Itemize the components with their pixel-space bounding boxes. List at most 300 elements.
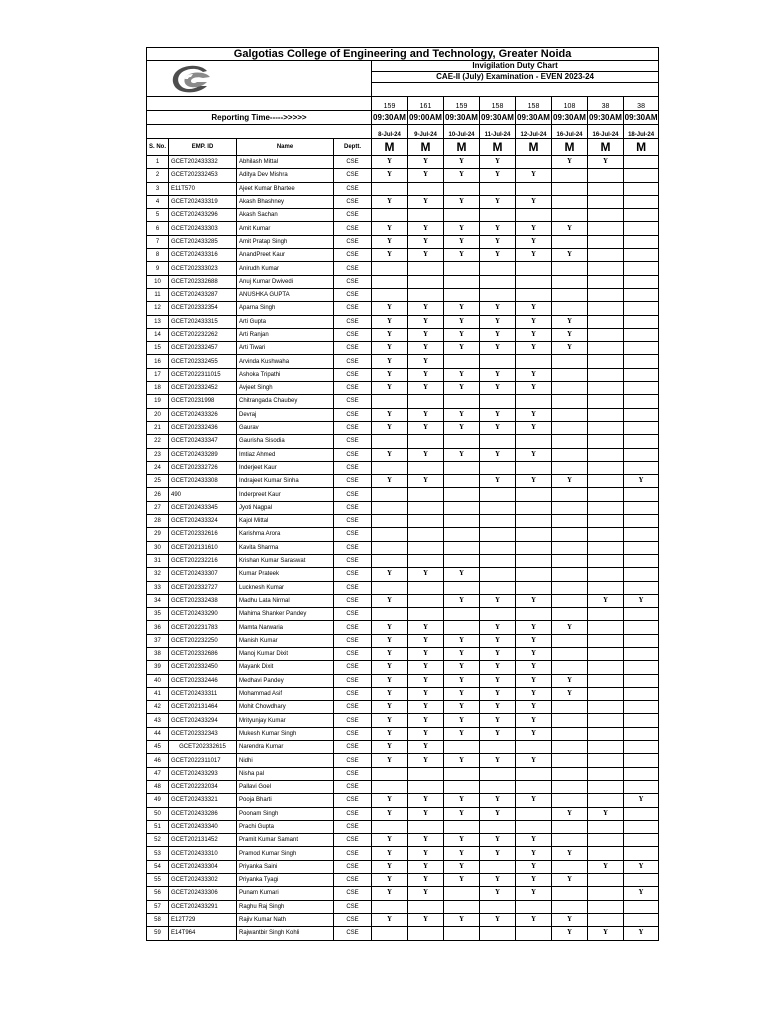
- cell-duty: [552, 395, 588, 408]
- cell-duty: Y: [408, 754, 444, 767]
- cell-name: Kumar Prateek: [237, 568, 334, 581]
- cell-duty: Y: [480, 408, 516, 421]
- cell-sno: 12: [147, 302, 169, 315]
- cell-name: Poonam Singh: [237, 807, 334, 820]
- cell-duty: Y: [444, 661, 480, 674]
- cell-duty: Y: [480, 222, 516, 235]
- cell-duty: Y: [624, 927, 659, 940]
- cell-sno: 34: [147, 594, 169, 607]
- cell-dept: CSE: [334, 461, 372, 474]
- table-row: [147, 807, 659, 820]
- cell-name: Imtiaz Ahmed: [237, 448, 334, 461]
- cell-duty: Y: [408, 568, 444, 581]
- cell-duty: Y: [516, 315, 552, 328]
- cell-duty: [444, 182, 480, 195]
- session-room: 161: [408, 97, 444, 111]
- cell-duty: Y: [480, 647, 516, 660]
- cell-emp-id: GCET202131610: [169, 541, 237, 554]
- cell-duty: [408, 554, 444, 567]
- table-row: [147, 315, 659, 328]
- cell-duty: [552, 488, 588, 501]
- cell-emp-id: GCET202433315: [169, 315, 237, 328]
- cell-emp-id: GCET202433345: [169, 501, 237, 514]
- cell-duty: [588, 820, 624, 833]
- cell-duty: [624, 408, 659, 421]
- cell-duty: [480, 581, 516, 594]
- cell-emp-id: GCET202433289: [169, 448, 237, 461]
- cell-sno: 19: [147, 395, 169, 408]
- cell-dept: CSE: [334, 794, 372, 807]
- cell-duty: [372, 515, 408, 528]
- cell-emp-id: GCET202332453: [169, 169, 237, 182]
- cell-dept: CSE: [334, 900, 372, 913]
- cell-duty: Y: [480, 661, 516, 674]
- cell-duty: Y: [516, 594, 552, 607]
- cell-duty: [552, 182, 588, 195]
- cell-duty: [516, 528, 552, 541]
- cell-duty: Y: [408, 302, 444, 315]
- cell-duty: Y: [372, 874, 408, 887]
- cell-dept: CSE: [334, 847, 372, 860]
- cell-sno: 31: [147, 554, 169, 567]
- cell-emp-id: GCET202433290: [169, 608, 237, 621]
- col-emp-id: EMP. ID: [169, 139, 237, 156]
- cell-duty: Y: [552, 674, 588, 687]
- cell-dept: CSE: [334, 395, 372, 408]
- cell-duty: [552, 288, 588, 301]
- cell-duty: [516, 182, 552, 195]
- cell-duty: Y: [408, 235, 444, 248]
- cell-duty: [408, 780, 444, 793]
- cell-duty: [552, 528, 588, 541]
- cell-dept: CSE: [334, 262, 372, 275]
- cell-duty: [624, 169, 659, 182]
- cell-duty: [516, 927, 552, 940]
- cell-name: Inderpreet Kaur: [237, 488, 334, 501]
- cell-duty: [444, 780, 480, 793]
- cell-duty: [588, 674, 624, 687]
- cell-duty: [588, 262, 624, 275]
- cell-duty: [624, 608, 659, 621]
- cell-duty: Y: [372, 594, 408, 607]
- cell-duty: [588, 780, 624, 793]
- cell-dept: CSE: [334, 515, 372, 528]
- cell-duty: [444, 501, 480, 514]
- cell-duty: Y: [480, 687, 516, 700]
- cell-duty: Y: [552, 249, 588, 262]
- cell-duty: Y: [372, 235, 408, 248]
- cell-emp-id: E12T729: [169, 913, 237, 926]
- cell-duty: [372, 767, 408, 780]
- cell-sno: 43: [147, 714, 169, 727]
- cell-duty: [588, 701, 624, 714]
- cell-duty: Y: [444, 913, 480, 926]
- cell-sno: 20: [147, 408, 169, 421]
- chart-title: Invigilation Duty Chart: [372, 61, 659, 72]
- cell-duty: [624, 395, 659, 408]
- cell-duty: Y: [516, 475, 552, 488]
- cell-duty: [624, 780, 659, 793]
- cell-sno: 46: [147, 754, 169, 767]
- cell-duty: Y: [372, 887, 408, 900]
- cell-dept: CSE: [334, 927, 372, 940]
- cell-sno: 35: [147, 608, 169, 621]
- cell-duty: [588, 395, 624, 408]
- cell-duty: [624, 461, 659, 474]
- cell-duty: [588, 461, 624, 474]
- session-time: 09:30AM: [444, 111, 480, 125]
- cell-duty: [516, 541, 552, 554]
- cell-sno: 42: [147, 701, 169, 714]
- cell-duty: [624, 421, 659, 434]
- cell-duty: Y: [444, 156, 480, 169]
- cell-duty: [480, 780, 516, 793]
- cell-duty: [588, 661, 624, 674]
- cell-duty: [444, 541, 480, 554]
- cell-duty: [372, 461, 408, 474]
- cell-duty: [516, 900, 552, 913]
- cell-dept: CSE: [334, 222, 372, 235]
- cell-duty: Y: [480, 235, 516, 248]
- cell-duty: Y: [552, 874, 588, 887]
- cell-duty: [444, 209, 480, 222]
- cell-duty: Y: [480, 834, 516, 847]
- cell-emp-id: GCET202332686: [169, 647, 237, 660]
- cell-dept: CSE: [334, 249, 372, 262]
- cell-duty: [624, 568, 659, 581]
- cell-duty: [552, 794, 588, 807]
- session-room: 159: [444, 97, 480, 111]
- cell-duty: Y: [444, 222, 480, 235]
- logo-cell: [147, 61, 372, 97]
- cell-duty: [552, 780, 588, 793]
- cell-duty: Y: [372, 727, 408, 740]
- cell-duty: Y: [588, 860, 624, 873]
- cell-duty: [444, 488, 480, 501]
- cell-duty: [624, 249, 659, 262]
- table-row: [147, 727, 659, 740]
- cell-duty: Y: [516, 701, 552, 714]
- cell-duty: [588, 913, 624, 926]
- cell-duty: [624, 647, 659, 660]
- cell-name: Prachi Gupta: [237, 820, 334, 833]
- table-row: [147, 608, 659, 621]
- cell-duty: Y: [516, 687, 552, 700]
- cell-duty: [588, 515, 624, 528]
- cell-duty: [552, 741, 588, 754]
- cell-duty: [624, 435, 659, 448]
- cell-sno: 26: [147, 488, 169, 501]
- table-row: [147, 687, 659, 700]
- cell-duty: [444, 621, 480, 634]
- cell-dept: CSE: [334, 435, 372, 448]
- cell-duty: Y: [516, 714, 552, 727]
- cell-duty: [444, 515, 480, 528]
- cell-duty: [372, 608, 408, 621]
- duty-chart-table: [146, 47, 659, 941]
- cell-emp-id: GCET202232250: [169, 634, 237, 647]
- cell-duty: [444, 461, 480, 474]
- cell-emp-id: GCET202332452: [169, 382, 237, 395]
- cell-duty: Y: [516, 727, 552, 740]
- table-row: [147, 794, 659, 807]
- cell-sno: 21: [147, 421, 169, 434]
- col-name: Name: [237, 139, 334, 156]
- cell-duty: [480, 820, 516, 833]
- cell-duty: Y: [516, 342, 552, 355]
- cell-duty: Y: [516, 408, 552, 421]
- cell-dept: CSE: [334, 169, 372, 182]
- cell-sno: 1: [147, 156, 169, 169]
- cell-duty: Y: [444, 714, 480, 727]
- cell-name: Manish Kumar: [237, 634, 334, 647]
- table-row: [147, 222, 659, 235]
- cell-duty: [480, 501, 516, 514]
- cell-duty: [588, 554, 624, 567]
- cell-duty: Y: [480, 701, 516, 714]
- cell-dept: CSE: [334, 621, 372, 634]
- cell-duty: Y: [444, 647, 480, 660]
- cell-duty: [480, 395, 516, 408]
- cell-duty: Y: [372, 355, 408, 368]
- cell-sno: 17: [147, 368, 169, 381]
- cell-name: Rajwantbir Singh Kohli: [237, 927, 334, 940]
- cell-duty: Y: [372, 475, 408, 488]
- cell-emp-id: GCET202433340: [169, 820, 237, 833]
- cell-dept: CSE: [334, 182, 372, 195]
- cell-duty: Y: [516, 874, 552, 887]
- cell-duty: Y: [516, 647, 552, 660]
- cell-emp-id: GCET202232262: [169, 328, 237, 341]
- table-row: [147, 355, 659, 368]
- cell-duty: [624, 235, 659, 248]
- cell-duty: [624, 209, 659, 222]
- cell-emp-id: GCET202433324: [169, 515, 237, 528]
- session-shift: M: [552, 139, 588, 156]
- cell-duty: [372, 554, 408, 567]
- cell-duty: Y: [480, 634, 516, 647]
- cell-duty: Y: [408, 874, 444, 887]
- cell-dept: CSE: [334, 661, 372, 674]
- reporting-time-label: Reporting Time----->>>>>: [147, 111, 372, 125]
- cell-name: Ajeet Kumar Bhartee: [237, 182, 334, 195]
- cell-duty: [480, 515, 516, 528]
- cell-duty: [624, 767, 659, 780]
- cell-duty: [444, 435, 480, 448]
- cell-emp-id: GCET202131452: [169, 834, 237, 847]
- cell-duty: [624, 701, 659, 714]
- cell-name: Arti Gupta: [237, 315, 334, 328]
- cell-dept: CSE: [334, 834, 372, 847]
- cell-duty: [372, 541, 408, 554]
- cell-sno: 57: [147, 900, 169, 913]
- cell-duty: Y: [480, 302, 516, 315]
- session-date: 16-Jul-24: [552, 125, 588, 139]
- session-date: 16-Jul-24: [588, 125, 624, 139]
- cell-duty: [372, 780, 408, 793]
- session-time: 09:00AM: [408, 111, 444, 125]
- cell-duty: Y: [408, 315, 444, 328]
- cell-name: Raghu Raj Singh: [237, 900, 334, 913]
- cell-dept: CSE: [334, 727, 372, 740]
- cell-dept: CSE: [334, 887, 372, 900]
- cell-dept: CSE: [334, 608, 372, 621]
- cell-duty: Y: [444, 195, 480, 208]
- cell-name: Mahima Shanker Pandey: [237, 608, 334, 621]
- cell-duty: Y: [516, 674, 552, 687]
- cell-duty: [444, 355, 480, 368]
- cell-dept: CSE: [334, 913, 372, 926]
- cell-emp-id: GCET202332436: [169, 421, 237, 434]
- cell-duty: [408, 820, 444, 833]
- cell-duty: Y: [516, 235, 552, 248]
- table-row: [147, 780, 659, 793]
- cell-duty: [408, 209, 444, 222]
- cell-emp-id: GCET202332726: [169, 461, 237, 474]
- cell-name: Nidhi: [237, 754, 334, 767]
- cell-duty: [624, 302, 659, 315]
- cell-duty: Y: [408, 222, 444, 235]
- cell-duty: [480, 860, 516, 873]
- cell-duty: [588, 222, 624, 235]
- cell-duty: Y: [444, 342, 480, 355]
- session-room: 158: [516, 97, 552, 111]
- cell-duty: Y: [480, 874, 516, 887]
- cell-duty: [480, 608, 516, 621]
- cell-name: Pramit Kumar Samant: [237, 834, 334, 847]
- cell-duty: Y: [444, 169, 480, 182]
- cell-duty: [408, 608, 444, 621]
- cell-duty: [552, 887, 588, 900]
- session-room: 159: [372, 97, 408, 111]
- table-row: [147, 421, 659, 434]
- cell-duty: Y: [372, 847, 408, 860]
- table-row: [147, 342, 659, 355]
- cell-duty: Y: [480, 754, 516, 767]
- cell-duty: [408, 275, 444, 288]
- cell-dept: CSE: [334, 368, 372, 381]
- cell-duty: Y: [408, 328, 444, 341]
- cell-duty: [408, 182, 444, 195]
- session-shift: M: [372, 139, 408, 156]
- cell-duty: Y: [552, 342, 588, 355]
- cell-sno: 52: [147, 834, 169, 847]
- cell-duty: [588, 794, 624, 807]
- cell-duty: [588, 315, 624, 328]
- cell-duty: Y: [372, 568, 408, 581]
- cell-sno: 44: [147, 727, 169, 740]
- cell-name: Gaurav: [237, 421, 334, 434]
- cell-name: Arti Tiwari: [237, 342, 334, 355]
- cell-duty: Y: [372, 368, 408, 381]
- cell-sno: 45: [147, 741, 169, 754]
- cell-duty: Y: [588, 594, 624, 607]
- session-time: 09:30AM: [552, 111, 588, 125]
- cell-emp-id: GCET202433319: [169, 195, 237, 208]
- cell-sno: 41: [147, 687, 169, 700]
- cell-duty: [624, 515, 659, 528]
- cell-duty: [516, 807, 552, 820]
- cell-duty: [588, 169, 624, 182]
- cell-emp-id: GCET202332616: [169, 528, 237, 541]
- cell-sno: 29: [147, 528, 169, 541]
- cell-duty: Y: [516, 754, 552, 767]
- cell-name: Amit Kumar: [237, 222, 334, 235]
- session-shift: M: [480, 139, 516, 156]
- cell-duty: Y: [516, 222, 552, 235]
- cell-duty: [552, 767, 588, 780]
- cell-dept: CSE: [334, 528, 372, 541]
- cell-duty: [480, 262, 516, 275]
- cell-duty: [624, 913, 659, 926]
- cell-duty: [516, 488, 552, 501]
- cell-duty: Y: [444, 328, 480, 341]
- cell-duty: Y: [480, 847, 516, 860]
- cell-duty: [408, 501, 444, 514]
- cell-duty: Y: [408, 661, 444, 674]
- cell-sno: 47: [147, 767, 169, 780]
- cell-emp-id: GCET202433306: [169, 887, 237, 900]
- cell-duty: Y: [516, 834, 552, 847]
- cell-duty: [516, 767, 552, 780]
- session-shift: M: [588, 139, 624, 156]
- cell-duty: Y: [480, 594, 516, 607]
- session-time: 09:30AM: [372, 111, 408, 125]
- cell-duty: Y: [372, 328, 408, 341]
- cell-dept: CSE: [334, 288, 372, 301]
- cell-duty: [552, 647, 588, 660]
- cell-duty: Y: [480, 714, 516, 727]
- cell-sno: 6: [147, 222, 169, 235]
- table-row: [147, 408, 659, 421]
- cell-duty: [480, 900, 516, 913]
- cell-duty: Y: [444, 874, 480, 887]
- cell-duty: Y: [480, 475, 516, 488]
- cell-duty: [588, 368, 624, 381]
- cell-duty: Y: [372, 714, 408, 727]
- session-shift: M: [408, 139, 444, 156]
- cell-dept: CSE: [334, 408, 372, 421]
- cell-emp-id: GCET202332450: [169, 661, 237, 674]
- cell-duty: [552, 382, 588, 395]
- cell-duty: [624, 820, 659, 833]
- cell-name: Mamta Narwaria: [237, 621, 334, 634]
- cell-duty: Y: [444, 235, 480, 248]
- cell-duty: Y: [552, 927, 588, 940]
- cell-duty: [408, 395, 444, 408]
- cell-sno: 27: [147, 501, 169, 514]
- cell-duty: [444, 262, 480, 275]
- spacer-cell: [372, 83, 659, 97]
- cell-name: Anirudh Kumar: [237, 262, 334, 275]
- cell-duty: [588, 900, 624, 913]
- cell-duty: [408, 927, 444, 940]
- table-row: [147, 262, 659, 275]
- cell-duty: [480, 554, 516, 567]
- cell-duty: Y: [516, 195, 552, 208]
- table-row: [147, 767, 659, 780]
- cell-duty: [408, 461, 444, 474]
- session-time: 09:30AM: [588, 111, 624, 125]
- cell-duty: Y: [444, 448, 480, 461]
- cell-emp-id: GCET202433302: [169, 874, 237, 887]
- cell-duty: [624, 687, 659, 700]
- cell-dept: CSE: [334, 714, 372, 727]
- cell-emp-id: GCET202332354: [169, 302, 237, 315]
- cell-duty: Y: [624, 475, 659, 488]
- cell-duty: Y: [444, 687, 480, 700]
- cell-duty: Y: [480, 249, 516, 262]
